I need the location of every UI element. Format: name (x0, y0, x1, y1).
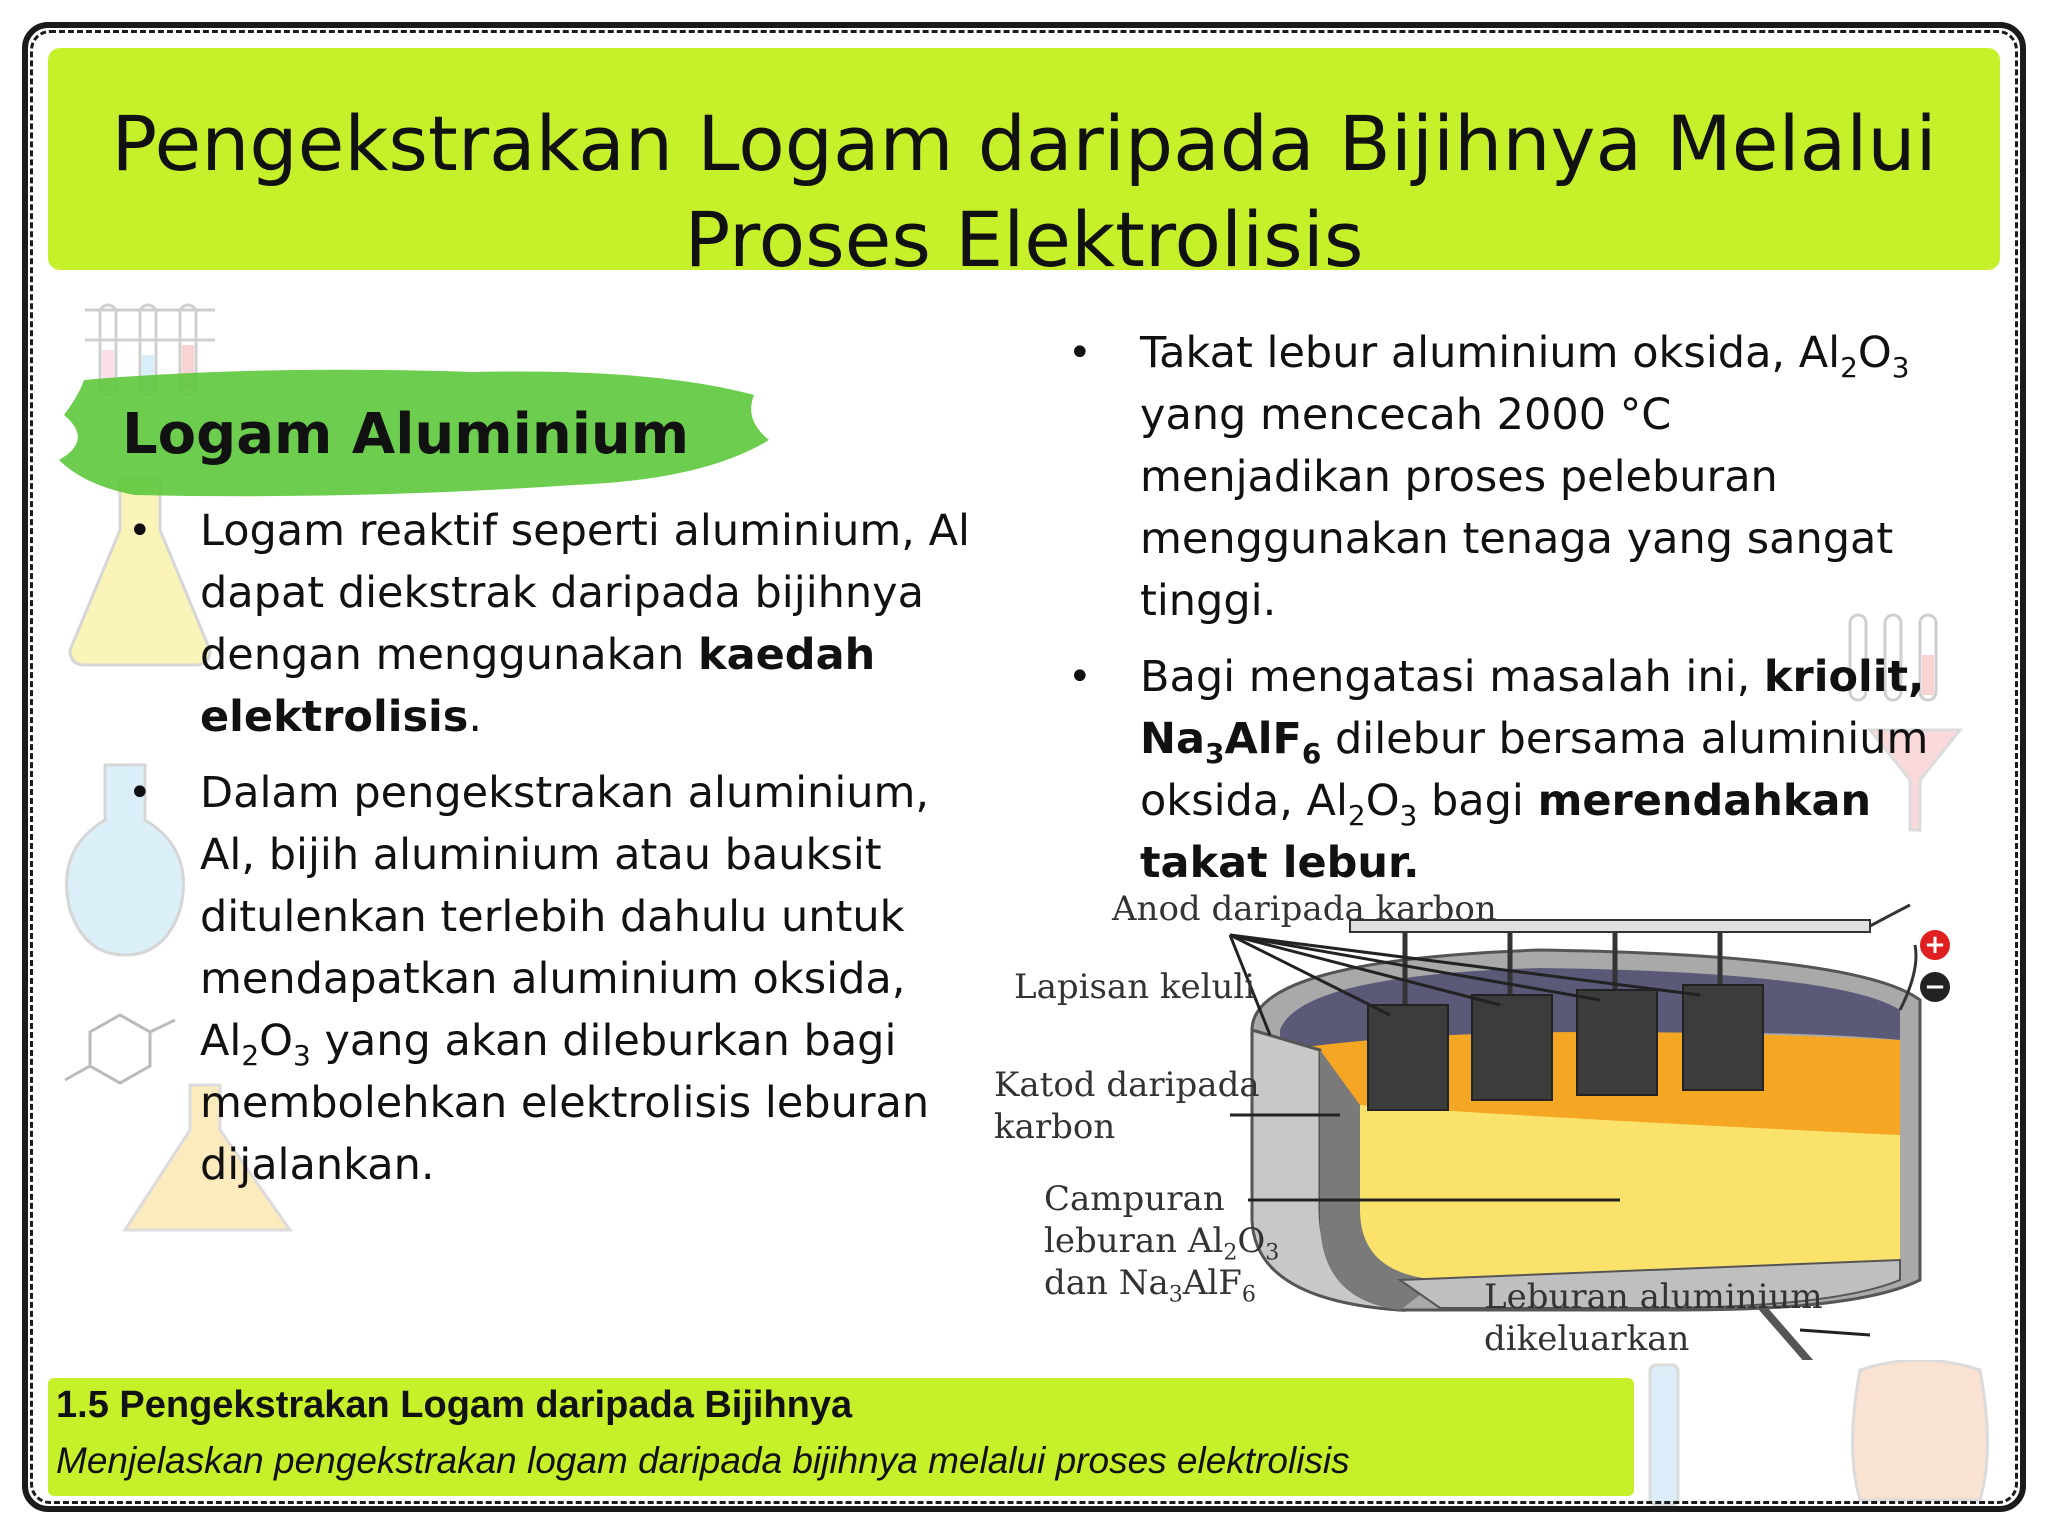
left-bullet-list (200, 500, 990, 1210)
slide-title (48, 96, 2000, 288)
list-item: • Dalam pengekstrakan aluminium, Al, bijih aluminium atau bauksit ditulenkan terlebih dahulu untuk mendapatkan aluminium oksida, $Al_2O_3$ yang akan dileburkan bagi membolehkan elektrolisis leburan dijalankan. (200, 762, 990, 1196)
label-molten-aluminium: Leburan aluminium dikeluarkan (1484, 1277, 1823, 1359)
label-anode: Anod daripada karbon (1112, 889, 1497, 929)
slide-title-line1: Pengekstrakan Logam daripada Bijihnya Melalui (111, 99, 1937, 188)
list-item: • Takat lebur aluminium oksida, $Al_2O_3$ yang mencecah 2000 °C menjadikan proses peleburan menggunakan tenaga yang sangat tinggi. (1140, 322, 1930, 632)
slide-title-line2: Proses Elektrolisis (684, 195, 1364, 284)
list-item: • Logam reaktif seperti aluminium, Al dapat diekstrak daripada bijihnya dengan menggunakan kaedah elektrolisis. (200, 500, 990, 748)
section-heading: Logam Aluminium (122, 402, 690, 467)
label-steel-lining: Lapisan keluli (1014, 967, 1256, 1007)
list-item: • Bagi mengatasi masalah ini, kriolit, $Na_3AlF_6$ dilebur bersama aluminium oksida, $Al_2O_3$ bagi merendahkan takat lebur. (1140, 646, 1930, 894)
footer-subtitle: Menjelaskan pengekstrakan logam daripada bijihnya melalui proses elektrolisis (56, 1440, 1350, 1481)
negative-terminal-icon: − (1920, 972, 1950, 1002)
label-cathode: Katod daripada karbon (994, 1065, 1260, 1147)
right-bullet-list (1140, 322, 1930, 908)
footer-title: 1.5 Pengekstrakan Logam daripada Bijihnya (56, 1384, 853, 1426)
positive-terminal-icon: + (1920, 930, 1950, 960)
label-mixture: Campuran leburan $Al_2O_3$ dan $Na_3AlF_6$ (1044, 1179, 1280, 1308)
